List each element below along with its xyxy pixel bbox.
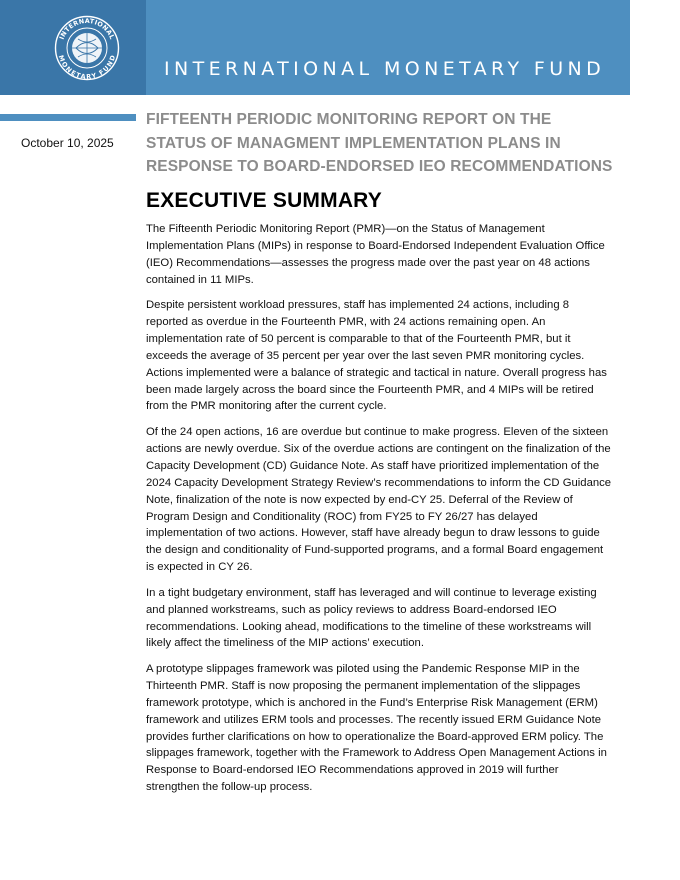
report-title [146,108,626,179]
report-title-line: FIFTEENTH PERIODIC MONITORING REPORT ON THE [146,111,552,128]
section-heading-executive-summary: EXECUTIVE SUMMARY [146,189,382,212]
executive-summary-body [146,221,614,805]
imf-seal-logo [54,15,120,81]
summary-paragraph: Of the 24 open actions, 16 are overdue but continue to make progress. Eleven of the sixteen actions are newly overdue. Six of the overdue actions are contingent on the finalization of the Capacity Development (CD) Guidance Note. As staff have prioritized implementation of the 2024 Capacity Development Strategy Review’s recommendations to inform the CD Guidance Note, finalization of the note is now expected by end-CY 25. Deferral of the Review of Program Design and Conditionality (ROC) from FY25 to FY 26/27 has delayed implementation of two actions. However, staff have already begun to draw lessons to guide the design and conditionality of Fund-supported programs, and a formal Board engagement is expected in CY 26. [146,426,612,574]
header-banner [0,0,630,95]
header-banner-seal-panel [0,0,146,95]
seal-text-top: INTERNATIONAL [57,16,117,41]
summary-paragraph: In a tight budgetary environment, staff has leveraged and will continue to leverage existing and planned workstreams, such as policy reviews to address Board-endorsed IEO recommendations. Looking ahead, modifications to the timeline of these workstreams will likely affect the timeliness of the MIP actions’ execution. [146,586,597,650]
summary-paragraph: The Fifteenth Periodic Monitoring Report (PMR)—on the Status of Management Implementation Plans (MIPs) in response to Board-Endorsed Independent Evaluation Office (IEO) Recommendations—assesses the progress made over the past year on 48 actions contained in 11 MIPs. [146,223,605,286]
report-title-line: STATUS OF MANAGMENT IMPLEMENTATION PLANS IN [146,134,561,152]
summary-paragraph: Despite persistent workload pressures, staff has implemented 24 actions, including 8 reported as overdue in the Fourteenth PMR, with 24 actions remaining open. An implementation rate of 50 percent is comparable to that of the Fourteenth PMR, but it exceeds the average of 35 percent per year over the last seven PMR monitoring cycles. Actions implemented were a balance of strategic and tactical in nature. Overall progress has been made largely across the board since the Fourteenth PMR, and 4 MIPs will be retired from the PMR monitoring after the current cycle. [146,299,607,413]
seal-text-bottom: MONETARY FUND [56,54,118,81]
accent-rule [0,114,136,121]
organization-name: INTERNATIONAL MONETARY FUND [164,58,606,80]
summary-paragraph: A prototype slippages framework was piloted using the Pandemic Response MIP in the Thirteenth PMR. Staff is now proposing the permanent implementation of the slippages framework prototype, which is anchored in the Fund’s Enterprise Risk Management (ERM) framework and utilizes ERM tools and processes. The recently issued ERM Guidance Note provides further clarifications on how to operationalize the Board-approved ERM policy. The slippages framework, together with the Framework to Address Open Management Actions in Response to Board-endorsed IEO Recommendations approved in 2019 will further strengthen the follow-up process. [146,663,607,794]
report-date: October 10, 2025 [21,136,114,150]
report-title-line: RESPONSE TO BOARD-ENDORSED IEO RECOMMENDATIONS [146,158,613,175]
